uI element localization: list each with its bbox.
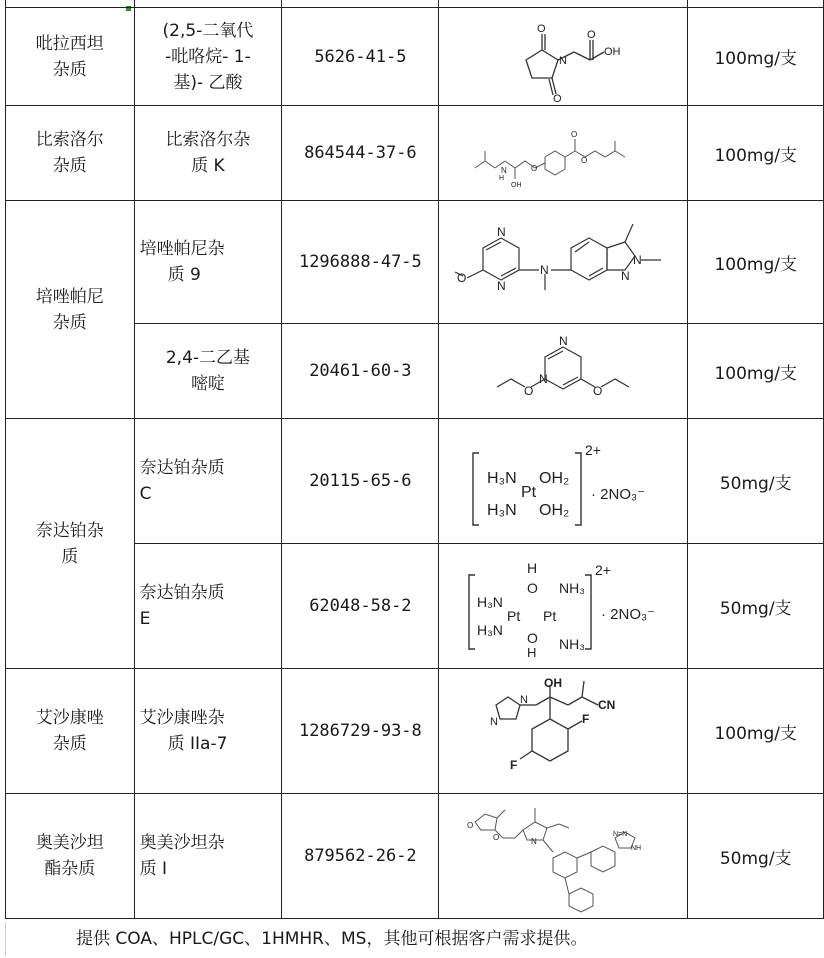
package-size: 100mg/支 [688, 106, 824, 201]
svg-text:N: N [559, 54, 568, 67]
svg-text:OH: OH [604, 45, 621, 58]
impurity-name: 奈达铂杂质 E [134, 544, 282, 669]
package-size: 50mg/支 [688, 419, 824, 544]
svg-text:OH₂: OH₂ [539, 470, 570, 487]
cas-number: 20115-65-6 [282, 419, 439, 544]
product-name: 吡拉西坦 杂质 [6, 8, 135, 106]
structure-cell [439, 201, 688, 324]
structure-cell [439, 419, 688, 544]
impurity-name: 比索洛尔杂 质 K [134, 106, 282, 201]
structure-cell [439, 669, 688, 794]
svg-text:N: N [559, 334, 569, 348]
hydroxo-bridged-platinum-dimer-structure [463, 553, 663, 659]
table-row [6, 8, 824, 106]
svg-text:H: H [499, 175, 505, 182]
isavuconazole-impurity-structure [478, 675, 648, 787]
cas-number: 62048-58-2 [282, 544, 439, 669]
impurity-name: 奈达铂杂质 C [134, 419, 282, 544]
impurity-table [5, 0, 824, 919]
svg-text:2+: 2+ [595, 562, 612, 578]
svg-text:O: O [537, 22, 546, 35]
product-name: 艾沙康唑 杂质 [6, 669, 135, 794]
structure-cell [439, 324, 688, 419]
empty-cell [439, 0, 688, 8]
table-row [6, 794, 824, 919]
impurity-name: (2,5-二氧代 -吡咯烷- 1- 基)- 乙酸 [134, 8, 282, 106]
svg-text:· 2NO₃⁻: · 2NO₃⁻ [591, 486, 646, 503]
empty-cell [688, 0, 824, 8]
svg-text:Pt: Pt [507, 608, 521, 624]
svg-text:O: O [467, 821, 474, 830]
svg-text:H₃N: H₃N [487, 502, 518, 519]
svg-text:O: O [593, 384, 603, 398]
svg-text:O: O [524, 384, 534, 398]
cas-number: 864544-37-6 [282, 106, 439, 201]
svg-text:O: O [581, 156, 588, 165]
svg-text:N: N [520, 694, 529, 706]
impurity-name: 培唑帕尼杂 质 9 [134, 201, 282, 324]
diethoxypyrimidine-structure [473, 331, 653, 411]
cas-number: 5626-41-5 [282, 8, 439, 106]
svg-text:O: O [571, 130, 578, 139]
svg-text:Pt: Pt [543, 608, 557, 624]
svg-text:NH₃: NH₃ [559, 636, 586, 652]
cas-number: 20461-60-3 [282, 324, 439, 419]
svg-text:N: N [497, 225, 507, 239]
svg-text:H₃N: H₃N [487, 470, 518, 487]
svg-text:OH: OH [511, 182, 522, 189]
package-size: 50mg/支 [688, 544, 824, 669]
svg-text:F: F [510, 758, 518, 772]
svg-text:H: H [527, 560, 538, 576]
package-size: 100mg/支 [688, 201, 824, 324]
svg-text:N: N [540, 263, 550, 277]
cas-number: 879562-26-2 [282, 794, 439, 919]
product-name: 比索洛尔 杂质 [6, 106, 135, 201]
succinimide-acetic-acid-structure [498, 12, 628, 102]
svg-text:H₃N: H₃N [477, 594, 504, 610]
impurity-name: 艾沙康唑杂 质 IIa-7 [134, 669, 282, 794]
package-size: 100mg/支 [688, 324, 824, 419]
svg-text:· 2NO₃⁻: · 2NO₃⁻ [601, 606, 656, 623]
cas-number: 1296888-47-5 [282, 201, 439, 324]
impurity-name: 2,4-二乙基 嘧啶 [134, 324, 282, 419]
package-size: 100mg/支 [688, 669, 824, 794]
svg-text:N=N: N=N [613, 831, 628, 838]
empty-cell [282, 0, 439, 8]
svg-text:N: N [497, 279, 507, 293]
table-row [6, 419, 824, 544]
structure-cell [439, 106, 688, 201]
svg-text:N: N [501, 166, 508, 175]
svg-text:OH: OH [544, 676, 563, 690]
svg-text:H: H [527, 645, 537, 659]
product-name: 培唑帕尼 杂质 [6, 201, 135, 419]
package-size: 100mg/支 [688, 8, 824, 106]
svg-text:CN: CN [598, 698, 616, 712]
table-row [6, 106, 824, 201]
table-row [6, 201, 824, 324]
svg-text:F: F [582, 712, 590, 726]
svg-text:OH₂: OH₂ [539, 502, 570, 519]
svg-text:O: O [531, 164, 538, 173]
structure-cell [439, 794, 688, 919]
svg-text:N: N [621, 269, 631, 283]
structure-cell [439, 544, 688, 669]
cas-number: 1286729-93-8 [282, 669, 439, 794]
svg-text:Pt: Pt [521, 484, 537, 501]
footer-note: 提供 COA、HPLC/GC、1HMHR、MS，其他可根据客户需求提供。 [5, 922, 823, 956]
pazopanib-impurity-9-structure [447, 212, 679, 312]
svg-text:N: N [531, 837, 538, 846]
product-name: 奈达铂杂 质 [6, 419, 135, 669]
product-name: 奥美沙坦 酯杂质 [6, 794, 135, 919]
svg-text:O: O [553, 92, 562, 102]
svg-text:NH₃: NH₃ [559, 580, 586, 596]
structure-cell [439, 8, 688, 106]
bisoprolol-impurity-k-structure [463, 113, 663, 193]
impurity-name: 奥美沙坦杂 质 I [134, 794, 282, 919]
empty-cell [6, 0, 135, 8]
olmesartan-impurity-structure [463, 798, 663, 914]
svg-text:N: N [633, 253, 643, 267]
svg-text:N: N [490, 716, 499, 728]
table-row [6, 0, 824, 8]
diaqua-platinum-nitrate-structure [463, 431, 663, 531]
package-size: 50mg/支 [688, 794, 824, 919]
svg-text:O: O [493, 833, 500, 842]
svg-text:O: O [527, 580, 539, 596]
svg-text:N: N [539, 372, 549, 386]
svg-text:H₃N: H₃N [477, 622, 504, 638]
svg-text:NH: NH [631, 845, 642, 852]
svg-text:O: O [457, 271, 467, 285]
svg-text:O: O [527, 630, 539, 646]
svg-text:2+: 2+ [585, 442, 602, 458]
table-row [6, 669, 824, 794]
empty-cell [134, 0, 282, 8]
svg-text:O: O [587, 28, 596, 41]
